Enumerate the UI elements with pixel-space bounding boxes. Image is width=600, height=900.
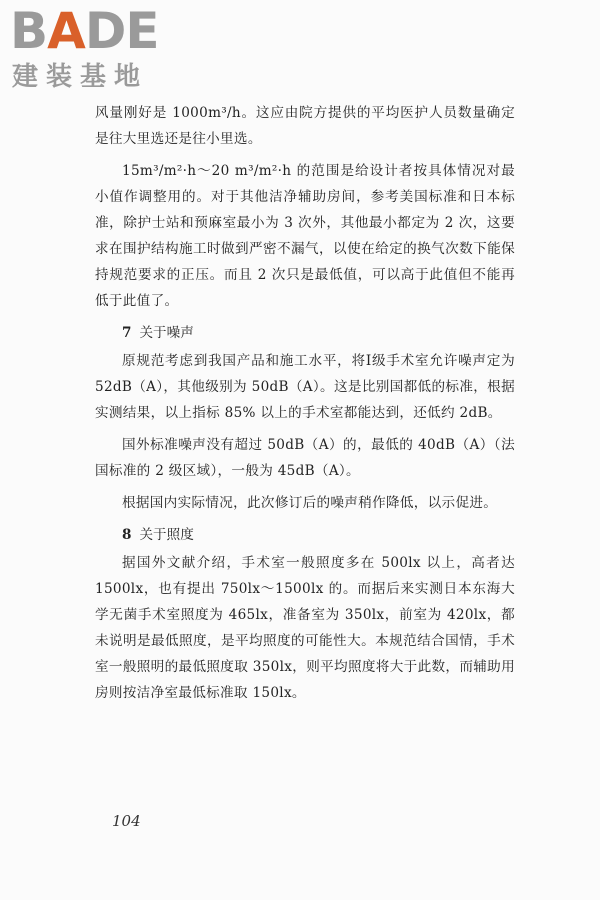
page-body [95, 100, 515, 712]
bade-logo [10, 4, 180, 96]
section-heading-noise [95, 320, 515, 346]
logo-wordmark: BADE [10, 2, 159, 60]
section-title: 关于照度 [139, 527, 194, 543]
section-heading-illuminance [95, 522, 515, 548]
paragraph-noise-revision: 根据国内实际情况，此次修订后的噪声稍作降低，以示促进。 [122, 495, 498, 511]
paragraph-air-change-rate: 15m³/m²·h～20 m³/m²·h 的范围是给设计者按具体情况对最小值作调整用的。对于其他洁净辅助房间，参考美国标准和日本标准，除护士站和预麻室最小为 3 次外，其他最小都定为 2 次，这要求在围护结构施工时做到严密不漏气，以使在给定的换气次数下能保持规范要求的正压。而且 2 次只是最低值，可以高于此值但不能再低于此值了。 [95, 163, 515, 309]
logo-subtitle: 建装基地 [12, 62, 149, 92]
page-number: 104 [112, 812, 141, 830]
section-title: 关于噪声 [139, 325, 194, 341]
paragraph-noise-original: 原规范考虑到我国产品和施工水平，将Ⅰ级手术室允许噪声定为 52dB（A），其他级别为 50dB（A）。这是比别国都低的标准，根据实测结果，以上指标 85% 以上的手术室都能达到，还低约 2dB。 [95, 353, 515, 421]
section-number: 7 [122, 325, 132, 341]
logo-accent-letter: A [47, 2, 85, 60]
paragraph-noise-foreign: 国外标准噪声没有超过 50dB（A）的，最低的 40dB（A）（法国标准的 2 级区域），一般为 45dB（A）。 [95, 437, 515, 479]
section-number: 8 [122, 527, 132, 543]
paragraph-airflow-continuation: 风量刚好是 1000m³/h。这应由院方提供的平均医护人员数量确定是往大里选还是往小里选。 [95, 105, 515, 147]
paragraph-illuminance: 据国外文献介绍，手术室一般照度多在 500lx 以上，高者达 1500lx，也有提出 750lx～1500lx 的。而据后来实测日本东海大学无菌手术室照度为 465lx，准备室为 350lx，前室为 420lx，都未说明是最低照度，是平均照度的可能性大。本规范结合国情，手术室一般照明的最低照度取 350lx，则平均照度将大于此数，而辅助用房则按洁净室最低标准取 150lx。 [95, 555, 515, 701]
